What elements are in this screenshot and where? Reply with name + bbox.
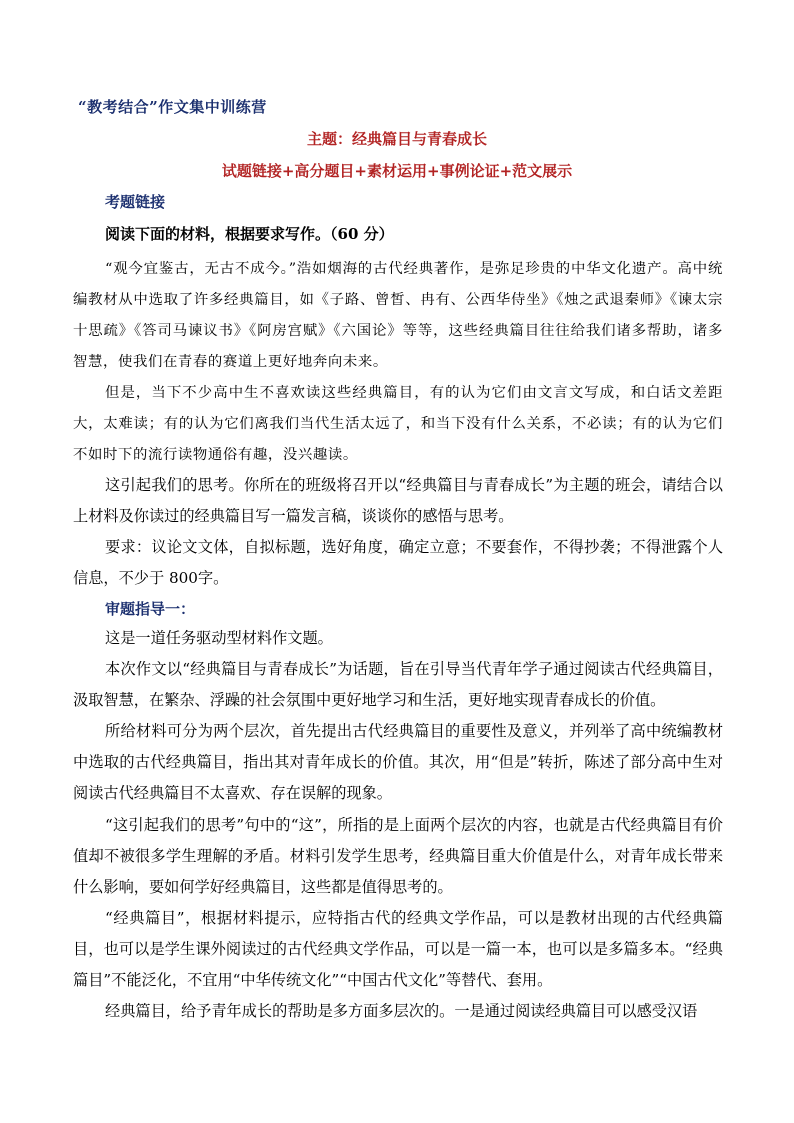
section-heading-guide: 审题指导一： bbox=[105, 600, 196, 618]
guide-paragraph-2: 本次作文以“经典篇目与青春成长”为话题，旨在引导当代青年学子通过阅读古代经典篇目，汲取智慧，在繁杂、浮躁的社会氛围中更好地学习和生活，更好地实现青春成长的价值。 bbox=[73, 660, 723, 709]
writing-prompt: 阅读下面的材料，根据要求写作。（60 分） bbox=[105, 225, 394, 243]
requirements-paragraph: 要求：议论文文体，自拟标题，选好角度，确定立意；不要套作，不得抄袭；不得泄露个人信息，不少于 800字。 bbox=[73, 538, 723, 587]
theme-title: 主题：经典篇目与青春成长 bbox=[306, 130, 487, 148]
material-paragraph-2: 但是，当下不少高中生不喜欢读这些经典篇目，有的认为它们由文言文写成，和白话文差距大，太难读；有的认为它们离我们当代生活太远了，和当下没有什么关系，不必读；有的认为它们不如时下的流行读物通俗有趣，没兴趣读。 bbox=[73, 385, 723, 463]
guide-paragraph-3: 所给材料可分为两个层次，首先提出古代经典篇目的重要性及意义，并列举了高中统编教材中选取的古代经典篇目，指出其对青年成长的价值。其次，用“但是”转折，陈述了部分高中生对阅读古代经典篇目不太喜欢、存在误解的现象。 bbox=[73, 722, 723, 802]
guide-paragraph-4: “这引起我们的思考”句中的“这”，所指的是上面两个层次的内容，也就是古代经典篇目有价值却不被很多学生理解的矛盾。材料引发学生思考，经典篇目重大价值是什么，对青年成长带来什么影响，要如何学好经典篇目，这些都是值得思考的。 bbox=[73, 816, 723, 896]
camp-title: “教考结合”作文集中训练营 bbox=[78, 98, 267, 116]
guide-paragraph-6: 经典篇目，给予青年成长的帮助是多方面多层次的。一是通过阅读经典篇目可以感受汉语 bbox=[105, 1002, 698, 1020]
subtitle: 试题链接+高分题目+素材运用+事例论证+范文展示 bbox=[221, 162, 573, 180]
task-paragraph-1: 这引起我们的思考。你所在的班级将召开以“经典篇目与青春成长”为主题的班会，请结合以上材料及你读过的经典篇目写一篇发言稿，谈谈你的感悟与思考。 bbox=[73, 476, 723, 525]
material-paragraph-1: “观今宜鉴古，无古不成今。”浩如烟海的古代经典著作，是弥足珍贵的中华文化遗产。高中统编教材从中选取了许多经典篇目，如《子路、曾皙、冉有、公西华侍坐》《烛之武退秦师》《谏太宗十思疏》《答司马谏议书》《阿房宫赋》《六国论》等等，这些经典篇目往往给我们诸多帮助，诸多智慧，使我们在青春的赛道上更好地奔向未来。 bbox=[73, 261, 723, 370]
guide-paragraph-5: “经典篇目”，根据材料提示，应特指古代的经典文学作品，可以是教材出现的古代经典篇目，也可以是学生课外阅读过的古代经典文学作品，可以是一篇一本，也可以是多篇多本。“经典篇目”不能泛化，不宜用“中华传统文化”“中国古代文化”等替代、套用。 bbox=[73, 909, 723, 989]
guide-paragraph-1: 这是一道任务驱动型材料作文题。 bbox=[105, 629, 333, 647]
section-heading-exam-link: 考题链接 bbox=[105, 193, 166, 211]
